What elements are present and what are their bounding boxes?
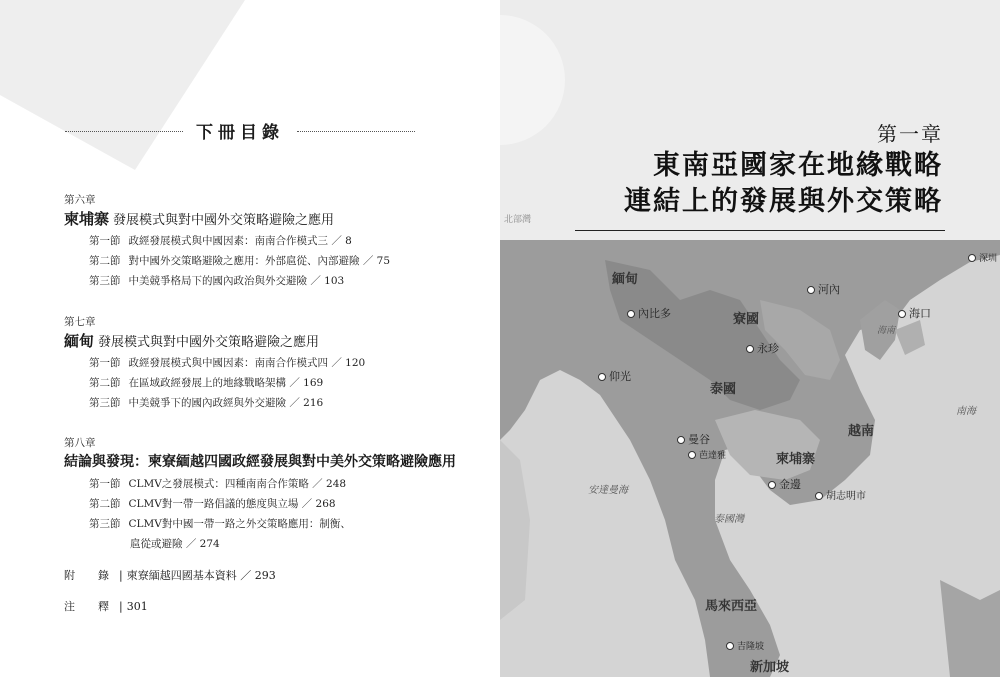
toc-header — [65, 118, 415, 146]
section-text: 政經發展模式與中國因素：南南合作模式三 ／ 8 — [128, 235, 352, 247]
toc-entry[interactable] — [89, 373, 365, 393]
chapter-title[interactable] — [64, 208, 390, 228]
section-number: 第二節 — [89, 498, 121, 510]
toc-entry[interactable] — [89, 393, 365, 413]
chapter-label: 第一章 — [877, 122, 943, 146]
separator: | — [119, 600, 123, 613]
chapter-country: 緬甸 — [64, 332, 95, 350]
heading-line-2: 連結上的發展與外交策略 — [624, 186, 943, 217]
chapter-8 — [64, 435, 456, 554]
map-background — [500, 0, 1000, 677]
map-label-singapore: 新加坡 — [750, 660, 790, 675]
map-city-bangkok: 曼谷 — [677, 431, 710, 447]
heading-rule — [575, 230, 945, 231]
map-label-edge: 北部灣 — [504, 215, 532, 225]
appendix-text: 柬寮緬越四國基本資料 ／ 293 — [126, 569, 276, 582]
map-city-shenzhen: 深圳 — [968, 251, 997, 264]
map-city-pattaya: 芭達雅 — [688, 448, 726, 461]
chapter-7 — [64, 314, 365, 413]
chapter-heading — [624, 148, 943, 220]
chapter-page — [500, 0, 1000, 677]
chapter-title[interactable]: 結論與發現：柬寮緬越四國政經發展與對中美外交策略避險應用 — [64, 454, 456, 470]
section-number: 第一節 — [89, 235, 121, 247]
section-number: 第三節 — [89, 518, 121, 530]
map-label-malaysia: 馬來西亞 — [705, 599, 758, 614]
section-text: 對中國外交策略避險之應用：外部扈從、內部避險 ／ 75 — [128, 255, 391, 267]
map-city-vientiane: 永珍 — [746, 340, 779, 356]
map-label-hainan: 海南 — [877, 326, 896, 336]
toc-entry[interactable] — [89, 474, 456, 494]
toc-entry[interactable] — [89, 231, 390, 251]
toc-entry-continued[interactable] — [89, 534, 456, 554]
toc-notes[interactable] — [64, 598, 148, 614]
section-number: 第一節 — [89, 357, 121, 369]
notes-text: 301 — [126, 600, 148, 613]
appendix-label: 附 錄 — [64, 569, 115, 582]
chapter-subtitle: 發展模式與對中國外交策略避險之應用 — [98, 335, 320, 350]
map-city-haikou: 海口 — [898, 305, 931, 321]
map-sea-andaman: 安達曼海 — [588, 485, 628, 496]
section-text: CLMV對一帶一路倡議的態度與立場 ／ 268 — [128, 498, 336, 510]
map-label-thailand: 泰國 — [710, 382, 737, 397]
section-text: CLMV對中國一帶一路之外交策略應用：制衡、 — [128, 518, 351, 530]
map-label-cambodia: 柬埔寨 — [776, 452, 816, 467]
toc-entry[interactable] — [89, 494, 456, 514]
toc-entry[interactable] — [89, 271, 390, 291]
section-number: 第三節 — [89, 397, 121, 409]
chapter-subtitle: 發展模式與對中國外交策略避險之應用 — [113, 213, 335, 228]
notes-label: 注 釋 — [64, 600, 115, 613]
map-sea-gulf-of-thailand: 泰國灣 — [714, 514, 744, 525]
section-text: 中美競爭下的國內政經與外交避險 ／ 216 — [128, 397, 324, 409]
section-number: 第一節 — [89, 478, 121, 490]
toc-entry[interactable] — [89, 353, 365, 373]
divider — [297, 131, 415, 132]
map-label-myanmar: 緬甸 — [612, 272, 639, 287]
section-text: CLMV之發展模式：四種南南合作策略 ／ 248 — [128, 478, 347, 490]
toc-entry[interactable] — [89, 514, 456, 534]
section-list — [64, 231, 390, 291]
toc-title: 下冊目錄 — [196, 123, 284, 143]
chapter-number: 第七章 — [64, 316, 96, 328]
section-text: 政經發展模式與中國因素：南南合作模式四 ／ 120 — [128, 357, 366, 369]
section-list — [64, 353, 365, 413]
map-city-kuala-lumpur: 吉隆坡 — [726, 639, 764, 652]
map-label-laos: 寮國 — [733, 312, 760, 327]
toc-entry[interactable] — [89, 251, 390, 271]
map-city-ho-chi-minh: 胡志明市 — [815, 487, 866, 502]
map-city-naypyidaw: 內比多 — [627, 305, 671, 321]
section-text: 扈從或避險 ／ 274 — [130, 538, 220, 550]
chapter-number: 第六章 — [64, 194, 96, 206]
separator: | — [119, 569, 123, 582]
chapter-6 — [64, 192, 390, 291]
chapter-title[interactable] — [64, 330, 365, 350]
section-number: 第三節 — [89, 275, 121, 287]
section-number: 第二節 — [89, 377, 121, 389]
heading-line-1: 東南亞國家在地緣戰略 — [653, 150, 943, 181]
chapter-country: 柬埔寨 — [64, 210, 110, 228]
map-sea-south-china: 南海 — [956, 406, 976, 417]
section-text: 在區域政經發展上的地緣戰略架構 ／ 169 — [128, 377, 324, 389]
section-list — [64, 474, 456, 554]
section-text: 中美競爭格局下的國內政治與外交避險 ／ 103 — [128, 275, 345, 287]
toc-appendix[interactable] — [64, 567, 276, 583]
map-city-hanoi: 河內 — [807, 281, 840, 297]
chapter-number: 第八章 — [64, 437, 96, 449]
map-city-phnom-penh: 金邊 — [768, 476, 801, 492]
section-number: 第二節 — [89, 255, 121, 267]
map-city-yangon: 仰光 — [598, 368, 631, 384]
map-label-vietnam: 越南 — [848, 424, 875, 439]
